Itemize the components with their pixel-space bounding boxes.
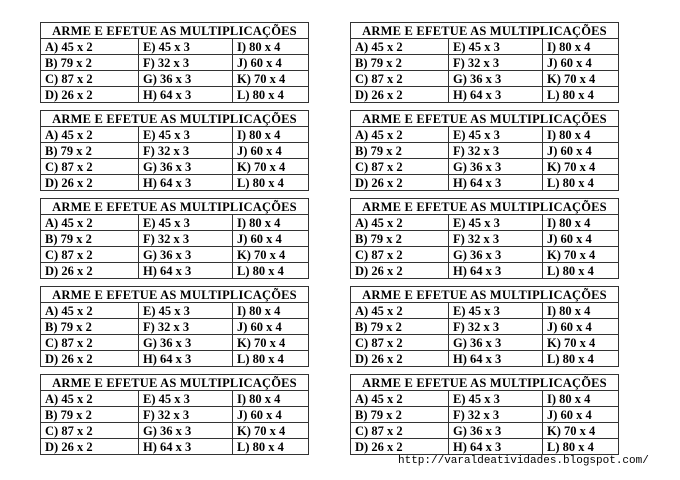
exercise-item: L) 80 x 4 (543, 439, 619, 455)
exercise-row (351, 175, 619, 191)
exercise-item: I) 80 x 4 (543, 39, 619, 55)
exercise-row (351, 159, 619, 175)
exercise-item: K) 70 x 4 (543, 159, 619, 175)
exercise-row (351, 231, 619, 247)
exercise-card-10 (350, 374, 619, 455)
exercise-row (41, 175, 309, 191)
exercise-item: H) 64 x 3 (449, 87, 543, 103)
exercise-row (41, 39, 309, 55)
exercise-item: B) 79 x 2 (351, 319, 449, 335)
exercise-row (41, 247, 309, 263)
exercise-card-2 (350, 22, 619, 103)
exercise-row (41, 71, 309, 87)
exercise-row (41, 127, 309, 143)
exercise-item: L) 80 x 4 (233, 175, 309, 191)
exercise-row (41, 391, 309, 407)
card-title: ARME E EFETUE AS MULTIPLICAÇÕES (41, 111, 309, 127)
exercise-item: J) 60 x 4 (543, 407, 619, 423)
exercise-row (41, 215, 309, 231)
exercise-item: A) 45 x 2 (41, 391, 139, 407)
exercise-item: G) 36 x 3 (449, 247, 543, 263)
exercise-item: G) 36 x 3 (139, 423, 233, 439)
exercise-item: F) 32 x 3 (139, 407, 233, 423)
exercise-row (351, 247, 619, 263)
exercise-row (351, 127, 619, 143)
exercise-item: F) 32 x 3 (139, 143, 233, 159)
exercise-row (351, 303, 619, 319)
exercise-item: A) 45 x 2 (41, 39, 139, 55)
exercise-item: K) 70 x 4 (233, 423, 309, 439)
exercise-item: E) 45 x 3 (139, 303, 233, 319)
exercise-item: G) 36 x 3 (449, 71, 543, 87)
exercise-card-8 (350, 286, 619, 367)
exercise-card-6 (350, 198, 619, 279)
exercise-item: L) 80 x 4 (233, 87, 309, 103)
exercise-row (351, 71, 619, 87)
exercise-item: E) 45 x 3 (139, 127, 233, 143)
card-title: ARME E EFETUE AS MULTIPLICAÇÕES (351, 23, 619, 39)
exercise-item: E) 45 x 3 (139, 215, 233, 231)
exercise-item: B) 79 x 2 (41, 143, 139, 159)
exercise-item: D) 26 x 2 (41, 439, 139, 455)
exercise-item: J) 60 x 4 (233, 319, 309, 335)
card-title: ARME E EFETUE AS MULTIPLICAÇÕES (351, 199, 619, 215)
exercise-item: H) 64 x 3 (449, 439, 543, 455)
exercise-card-7 (40, 286, 309, 367)
exercise-row (41, 407, 309, 423)
exercise-item: H) 64 x 3 (139, 439, 233, 455)
exercise-item: H) 64 x 3 (139, 263, 233, 279)
exercise-item: C) 87 x 2 (41, 247, 139, 263)
exercise-row (41, 335, 309, 351)
exercise-item: K) 70 x 4 (233, 71, 309, 87)
exercise-item: J) 60 x 4 (233, 143, 309, 159)
exercise-item: K) 70 x 4 (543, 335, 619, 351)
exercise-item: L) 80 x 4 (233, 263, 309, 279)
exercise-row (41, 87, 309, 103)
exercise-item: B) 79 x 2 (351, 55, 449, 71)
exercise-item: J) 60 x 4 (233, 231, 309, 247)
exercise-item: K) 70 x 4 (233, 159, 309, 175)
exercise-item: E) 45 x 3 (139, 39, 233, 55)
exercise-item: F) 32 x 3 (139, 319, 233, 335)
exercise-item: A) 45 x 2 (351, 127, 449, 143)
card-title: ARME E EFETUE AS MULTIPLICAÇÕES (351, 111, 619, 127)
exercise-item: J) 60 x 4 (233, 407, 309, 423)
exercise-row (351, 407, 619, 423)
exercise-item: K) 70 x 4 (543, 247, 619, 263)
exercise-row (351, 351, 619, 367)
exercise-item: E) 45 x 3 (449, 39, 543, 55)
card-title: ARME E EFETUE AS MULTIPLICAÇÕES (351, 287, 619, 303)
exercise-row (351, 319, 619, 335)
exercise-card-1 (40, 22, 309, 103)
exercise-item: H) 64 x 3 (139, 87, 233, 103)
exercise-item: I) 80 x 4 (233, 127, 309, 143)
exercise-card-5 (40, 198, 309, 279)
exercise-item: G) 36 x 3 (139, 335, 233, 351)
exercise-item: A) 45 x 2 (41, 127, 139, 143)
exercise-item: L) 80 x 4 (543, 87, 619, 103)
exercise-item: A) 45 x 2 (351, 303, 449, 319)
exercise-row (41, 351, 309, 367)
exercise-item: E) 45 x 3 (449, 215, 543, 231)
exercise-item: J) 60 x 4 (543, 319, 619, 335)
exercise-row (351, 87, 619, 103)
exercise-row (41, 439, 309, 455)
exercise-item: I) 80 x 4 (233, 303, 309, 319)
exercise-item: D) 26 x 2 (351, 87, 449, 103)
exercise-item: L) 80 x 4 (233, 439, 309, 455)
exercise-row (41, 159, 309, 175)
exercise-row (351, 215, 619, 231)
exercise-item: C) 87 x 2 (351, 247, 449, 263)
exercise-item: B) 79 x 2 (351, 407, 449, 423)
exercise-row (351, 143, 619, 159)
exercise-item: J) 60 x 4 (233, 55, 309, 71)
exercise-item: H) 64 x 3 (139, 351, 233, 367)
exercise-row (351, 55, 619, 71)
exercise-card-3 (40, 110, 309, 191)
exercise-item: K) 70 x 4 (233, 335, 309, 351)
exercise-item: I) 80 x 4 (543, 303, 619, 319)
exercise-item: L) 80 x 4 (233, 351, 309, 367)
exercise-item: B) 79 x 2 (351, 143, 449, 159)
exercise-item: E) 45 x 3 (449, 391, 543, 407)
exercise-item: D) 26 x 2 (351, 439, 449, 455)
exercise-item: C) 87 x 2 (351, 335, 449, 351)
exercise-item: A) 45 x 2 (351, 39, 449, 55)
exercise-item: J) 60 x 4 (543, 231, 619, 247)
exercise-row (351, 39, 619, 55)
exercise-item: F) 32 x 3 (449, 319, 543, 335)
exercise-item: G) 36 x 3 (139, 247, 233, 263)
exercise-item: I) 80 x 4 (233, 215, 309, 231)
exercise-item: A) 45 x 2 (41, 215, 139, 231)
exercise-item: K) 70 x 4 (233, 247, 309, 263)
exercise-item: D) 26 x 2 (351, 351, 449, 367)
exercise-item: A) 45 x 2 (41, 303, 139, 319)
exercise-item: I) 80 x 4 (543, 215, 619, 231)
exercise-item: A) 45 x 2 (351, 391, 449, 407)
card-title: ARME E EFETUE AS MULTIPLICAÇÕES (41, 375, 309, 391)
exercise-card-9 (40, 374, 309, 455)
exercise-item: G) 36 x 3 (449, 423, 543, 439)
exercise-item: H) 64 x 3 (449, 175, 543, 191)
exercise-item: D) 26 x 2 (41, 175, 139, 191)
exercise-item: G) 36 x 3 (139, 71, 233, 87)
exercise-row (351, 423, 619, 439)
exercise-item: K) 70 x 4 (543, 423, 619, 439)
exercise-item: H) 64 x 3 (139, 175, 233, 191)
exercise-card-4 (350, 110, 619, 191)
exercise-item: D) 26 x 2 (41, 351, 139, 367)
exercise-item: I) 80 x 4 (543, 127, 619, 143)
exercise-item: G) 36 x 3 (449, 335, 543, 351)
exercise-item: D) 26 x 2 (351, 263, 449, 279)
exercise-row (41, 231, 309, 247)
exercise-item: E) 45 x 3 (139, 391, 233, 407)
exercise-item: B) 79 x 2 (41, 407, 139, 423)
exercise-item: E) 45 x 3 (449, 127, 543, 143)
exercise-item: K) 70 x 4 (543, 71, 619, 87)
card-title: ARME E EFETUE AS MULTIPLICAÇÕES (41, 23, 309, 39)
exercise-item: F) 32 x 3 (139, 231, 233, 247)
exercise-row (351, 335, 619, 351)
exercise-item: L) 80 x 4 (543, 263, 619, 279)
exercise-item: D) 26 x 2 (351, 175, 449, 191)
exercise-row (41, 143, 309, 159)
exercise-item: J) 60 x 4 (543, 55, 619, 71)
exercise-item: B) 79 x 2 (41, 231, 139, 247)
exercise-item: C) 87 x 2 (41, 159, 139, 175)
exercise-item: G) 36 x 3 (449, 159, 543, 175)
exercise-item: F) 32 x 3 (449, 231, 543, 247)
card-title: ARME E EFETUE AS MULTIPLICAÇÕES (41, 287, 309, 303)
card-title: ARME E EFETUE AS MULTIPLICAÇÕES (41, 199, 309, 215)
card-title: ARME E EFETUE AS MULTIPLICAÇÕES (351, 375, 619, 391)
exercise-row (41, 263, 309, 279)
exercise-item: B) 79 x 2 (351, 231, 449, 247)
exercise-item: J) 60 x 4 (543, 143, 619, 159)
exercise-row (41, 423, 309, 439)
exercise-item: I) 80 x 4 (233, 39, 309, 55)
exercise-item: C) 87 x 2 (41, 335, 139, 351)
exercise-row (41, 303, 309, 319)
exercise-item: B) 79 x 2 (41, 319, 139, 335)
exercise-item: C) 87 x 2 (41, 71, 139, 87)
exercise-item: A) 45 x 2 (351, 215, 449, 231)
exercise-item: F) 32 x 3 (449, 143, 543, 159)
exercise-item: C) 87 x 2 (351, 423, 449, 439)
exercise-item: F) 32 x 3 (139, 55, 233, 71)
exercise-row (351, 263, 619, 279)
exercise-row (41, 319, 309, 335)
exercise-item: C) 87 x 2 (351, 159, 449, 175)
exercise-item: F) 32 x 3 (449, 55, 543, 71)
exercise-item: G) 36 x 3 (139, 159, 233, 175)
exercise-item: C) 87 x 2 (351, 71, 449, 87)
exercise-item: D) 26 x 2 (41, 263, 139, 279)
exercise-item: F) 32 x 3 (449, 407, 543, 423)
exercise-row (351, 439, 619, 455)
source-url: http://varaldeatividades.blogspot.com/ (398, 455, 649, 467)
exercise-item: I) 80 x 4 (543, 391, 619, 407)
exercise-item: D) 26 x 2 (41, 87, 139, 103)
exercise-row (41, 55, 309, 71)
exercise-item: C) 87 x 2 (41, 423, 139, 439)
exercise-item: L) 80 x 4 (543, 175, 619, 191)
exercise-item: E) 45 x 3 (449, 303, 543, 319)
exercise-item: I) 80 x 4 (233, 391, 309, 407)
exercise-item: B) 79 x 2 (41, 55, 139, 71)
exercise-item: H) 64 x 3 (449, 351, 543, 367)
exercise-item: H) 64 x 3 (449, 263, 543, 279)
exercise-item: L) 80 x 4 (543, 351, 619, 367)
exercise-row (351, 391, 619, 407)
